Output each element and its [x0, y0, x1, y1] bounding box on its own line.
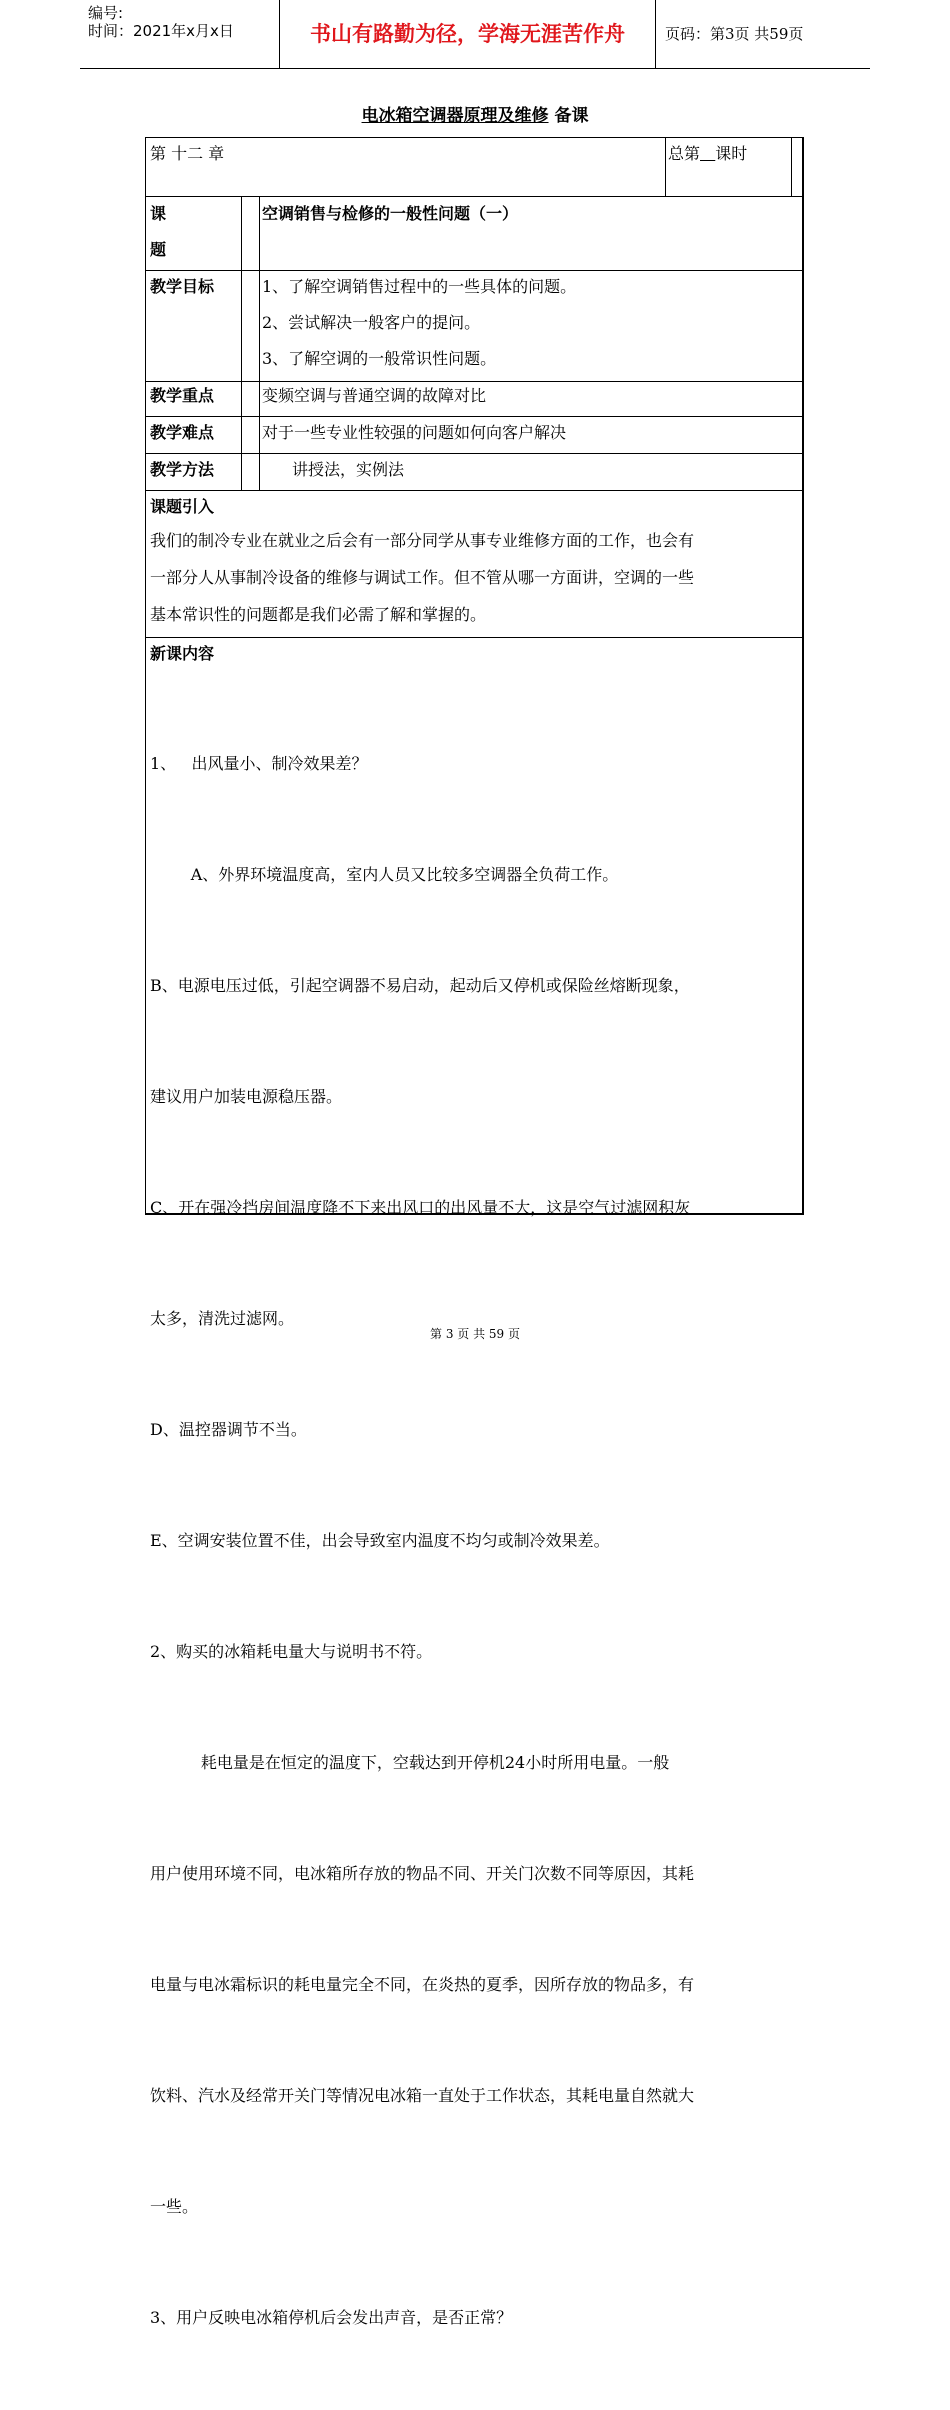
- method-label: 教学方法: [150, 460, 215, 479]
- key-point-value: 变频空调与普通空调的故障对比: [262, 386, 487, 405]
- objectives-label: 教学目标: [150, 277, 215, 296]
- objective-item: 3、了解空调的一般常识性问题。: [262, 349, 497, 368]
- row-divider: [146, 453, 803, 454]
- content-line: 建议用户加装电源稳压器。: [150, 1087, 343, 1106]
- header-page-info: 页码：第3页 共59页: [665, 25, 804, 43]
- document-title-main: 电冰箱空调器原理及维修: [361, 106, 549, 126]
- total-blank: [700, 144, 715, 163]
- method-value: 讲授法，实例法: [292, 460, 405, 479]
- intro-line: 一部分人从事制冷设备的维修与调试工作。但不管从哪一方面讲，空调的一些: [150, 568, 695, 587]
- intro-line: 我们的制冷专业在就业之后会有一部分同学从事专业维修方面的工作，也会有: [150, 531, 695, 550]
- header-motto: 书山有路勤为径，学海无涯苦作舟: [280, 0, 656, 68]
- objective-item: 1、了解空调销售过程中的一些具体的问题。: [262, 277, 577, 296]
- topic-label-1: 课: [150, 204, 167, 223]
- row-divider: [146, 381, 803, 382]
- content-line: 电量与电冰霜标识的耗电量完全不同，在炎热的夏季，因所存放的物品多，有: [150, 1975, 695, 1994]
- row-divider: [146, 416, 803, 417]
- content-line: B、电源电压过低，引起空调器不易启动，起动后又停机或保险丝熔断现象，: [150, 976, 690, 995]
- content-body: [150, 671, 800, 2410]
- time-label: 时间：2021年x月x日: [88, 22, 234, 40]
- content-line: 耗电量是在恒定的温度下，空载达到开停机24小时所用电量。一般: [150, 1753, 670, 1772]
- content-line: 3、用户反映电冰箱停机后会发出声音，是否正常？: [150, 2308, 513, 2327]
- content-line: E、空调安装位置不佳，出会导致室内温度不均匀或制冷效果差。: [150, 1531, 610, 1550]
- cell-divider: [259, 196, 260, 490]
- row-divider: [146, 490, 803, 491]
- content-line: A、外界环境温度高，室内人员又比较多空调器全负荷工作。: [150, 865, 619, 884]
- intro-line: 基本常识性的问题都是我们必需了解和掌握的。: [150, 605, 487, 624]
- content-line: 太多，清洗过滤网。: [150, 1309, 295, 1328]
- cell-divider: [241, 196, 242, 490]
- content-line: 1、 出风量小、制冷效果差？: [150, 754, 368, 773]
- number-label: 编号:: [88, 4, 124, 22]
- page-header: [80, 0, 870, 69]
- page-footer: 第 3 页 共 59 页: [430, 1327, 520, 1341]
- topic-label-2: 题: [150, 240, 167, 259]
- difficulty-value: 对于一些专业性较强的问题如何向客户解决: [262, 423, 567, 442]
- cell-divider: [791, 138, 792, 196]
- content-line: 用户使用环境不同，电冰箱所存放的物品不同、开关门次数不同等原因，其耗: [150, 1864, 695, 1883]
- row-divider: [146, 270, 803, 271]
- header-meta: [80, 0, 280, 68]
- total-prefix: 总第: [668, 144, 701, 163]
- content-heading: 新课内容: [150, 644, 215, 663]
- content-line: 饮料、汽水及经常开关门等情况电冰箱一直处于工作状态，其耗电量自然就大: [150, 2086, 695, 2105]
- topic-value: 空调销售与检修的一般性问题（一）: [262, 204, 519, 223]
- content-line: 2、购买的冰箱耗电量大与说明书不符。: [150, 1642, 433, 1661]
- document-title-suffix: 备课: [548, 106, 589, 126]
- total-suffix: 课时: [715, 144, 748, 163]
- intro-heading: 课题引入: [150, 497, 215, 516]
- objective-item: 2、尝试解决一般客户的提问。: [262, 313, 481, 332]
- difficulty-label: 教学难点: [150, 423, 215, 442]
- content-line: 一些。: [150, 2197, 199, 2216]
- content-line: C、开在强冷挡房间温度降不下来出风口的出风量不大，这是空气过滤网积灰: [150, 1198, 691, 1217]
- key-point-label: 教学重点: [150, 386, 215, 405]
- content-line: D、温控器调节不当。: [150, 1420, 307, 1439]
- intro-body: [150, 522, 800, 633]
- total-hours: [668, 144, 747, 164]
- row-divider: [146, 196, 803, 197]
- cell-divider: [665, 138, 666, 196]
- chapter-label: 第 十二 章: [150, 144, 225, 163]
- row-divider: [146, 637, 803, 638]
- document-title: [0, 101, 950, 126]
